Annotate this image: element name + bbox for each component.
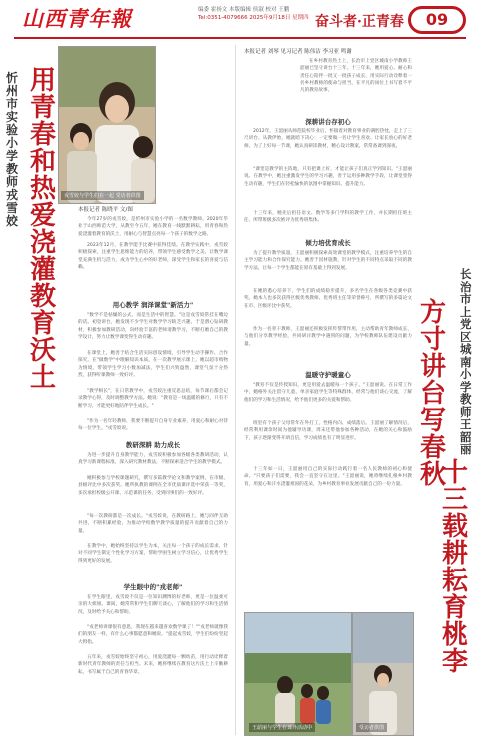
column-title: 奋斗者·正青春 (315, 14, 404, 30)
right-article-title-line2: 十三载耕耘育桃李 (442, 458, 469, 677)
left-byline: 本报记者 陈晓平 文/图 (78, 207, 133, 213)
right-s1-p2: "课堂是教学的主阵地，只有把课上好，才能让孩子们真正学到知识。"王韶丽说。在教学中，她注重激发学生的学习兴趣，善于运用多种教学手段，让课堂变得生动有趣，学生们在轻松愉快的氛围中掌握知识、提升能力。 (244, 167, 412, 187)
right-s2-p3: 作为一名骨干教师，王韶丽还积极发挥传帮带作用，主动帮助青年教师成长，与他们分享教学经验，共同研讨教学中遇到的问题，为学校教师队伍建设贡献力量。 (244, 327, 412, 347)
page-number: 09 (408, 6, 466, 34)
right-photo-1-caption: 王韶丽与学生在课外活动中 (249, 723, 315, 732)
left-s1-p1: "数学不是枯燥的公式，而是生活中的智慧。"这是戎雪姣常挂在嘴边的话。初登讲台，她发现不少学生对数学学习缺乏兴趣，于是潜心钻研教材，积极参加教研活动，向经验丰富的老师请教学习，不断打磨自己的教学设计，努力让数学课变得生动有趣。 (78, 313, 228, 340)
column-divider (235, 45, 236, 735)
left-s2-p1: 为进一步提升自身教学能力，戎雪姣积极参加各级各类教研活动，认真学习新课程标准，深入研究教材教法，不断探索适合学生的教学模式。 (78, 453, 228, 466)
newspaper-logo: 山西青年報 (22, 6, 132, 31)
page-header (0, 0, 480, 40)
left-s2-p4: 在教学中，她始终坚持以学生为本，关注每一个孩子的成长需求，针对不同学生制定个性化学习方案，帮助学困生树立学习信心，让优秀学生得到更好的发展。 (78, 544, 228, 564)
left-intro-2: 2023年12月，在教学能手比赛中获得佳绩。在教学实践中，戎雪姣积极探索，注重学生思维能力的培养，带领学生感受数学之美，让数学课堂充满生机与活力，成为学生心中的好老师，深受学生和家长的喜爱与信赖。 (78, 243, 228, 270)
right-s2-p1: 为了提升教学质量，王韶丽积极探索高效课堂的教学模式，注重培养学生的自主学习能力和合作探究能力。她善于因材施教，针对学生的不同特点采取不同的教学方法，让每一个学生都能在原有基础上得到发展。 (244, 251, 412, 271)
right-article-subtitle: 长治市上党区城南小学教师王韶丽 (460, 267, 472, 456)
right-s3-p2: 班里有个孩子父母常年在外打工，性格内向、成绩落后。王韶丽了解情况后，经常利用课余时间为他辅导功课，周末还带他参加各种活动，在她的关心和鼓励下，孩子逐渐变得开朗自信，学习成绩也有了明显进步。 (244, 421, 412, 441)
left-section-2-heading: 教研深耕 助力成长 (125, 441, 181, 449)
left-section-1-heading: 用心教学 润泽课堂"新活力" (112, 301, 194, 309)
right-section-2-heading: 倾力培优育成长 (305, 239, 351, 247)
right-s1-p3: 十三年来，她先后担任语文、数学等多门学科的教学工作，并长期担任班主任，所带班级多次被评为优秀班集体。 (244, 211, 412, 224)
left-article-subtitle: 忻州市实验小学教师戎雪姣 (6, 71, 19, 228)
right-photo-2 (352, 612, 414, 736)
right-s3-p3: 十三年如一日，王韶丽用自己的实际行动践行着一名人民教师的初心和使命。"只要孩子们需要，我会一直坚守在这里。"王韶丽说，她将继续扎根乡村教育，用爱心和汗水浇灌祖国的花朵，为乡村教育事业发展贡献自己的一份力量。 (244, 467, 412, 487)
left-s1-p4: "作为一名年轻教师，我要不断提升自身专业素养，用爱心和耐心对待每一位学生。"戎雪姣说。 (78, 419, 228, 432)
left-s3-p3: 五年来，戎雪姣始终坚守初心，用爱浇灌每一颗幼苗，用行动诠释着新时代青年教师的责任与担当。未来，她将继续在教育这片沃土上辛勤耕耘，书写属于自己的青春华章。 (78, 655, 228, 675)
left-s3-p2: "戎老师讲课很有意思，我现在越来越喜欢数学课了！""戎老师就像我们的朋友一样，有什么心事都愿意和她说。"提起戎雪姣，学生们纷纷竖起大拇指。 (78, 625, 228, 645)
left-s3-p1: 在学生眼里，戎雪姣不仅是一位知识渊博的好老师，更是一位温柔可亲的大姐姐。课间，她常常和学生们聊天谈心，了解他们的学习和生活情况，及时给予关心和帮助。 (78, 595, 228, 615)
right-s2-p2: 在她的悉心培养下，学生们的成绩稳步提升，多名学生在各级各类竞赛中获奖。她本人也多次获得区级优秀教师、优秀班主任等荣誉称号，所撰写的多篇论文在市、区级评比中获奖。 (244, 289, 412, 309)
right-photo-2-caption: 受访者供图 (356, 723, 387, 732)
header-info (198, 6, 309, 22)
left-section-3-heading: 学生眼中的"戎老师" (123, 583, 183, 591)
left-article-photo (58, 46, 156, 204)
left-intro-1: 今年27岁的戎雪姣，是忻州市实验小学的一名数学教师。2020年毕业于山西师范大学，从教至今五年，她在教育一线默默耕耘，用青春和热爱浇灌着教育的沃土，用耐心与智慧点亮每一个孩子的数学之路。 (78, 217, 228, 237)
left-s2-p3: "每一次教研都是一次成长。"戎雪姣说，在教研路上，她与同伴互助共进，不断积累经验，为推动学校数学教学质量的提升贡献着自己的力量。 (78, 514, 228, 534)
left-photo-caption: 戎雪姣与学生们在一起 受访者供图 (61, 191, 144, 200)
left-s2-p2: 她积极参与学校课题研究，撰写多篇教学论文和教学案例，在市级、县级评比中多次获奖。她所执教的课例在全市优质课评选中荣获一等奖，多次承担校级公开课、示范课的任务，受到同事们的一致好评。 (78, 476, 228, 496)
right-s1-p1: 2012年，王韶丽从师范院校毕业后，怀揣着对教育事业的满腔热忱，走上了三尺讲台。从教伊始，她就暗下决心：一定要做一名让学生喜欢、让家长放心的好老师。为了上好每一节课，她认真研读教材，精心设计教案，常常备课到深夜。 (244, 129, 412, 149)
right-photo-1 (244, 612, 352, 736)
left-s1-p3: "教学相长"，在日常教学中，戎雪姣注重反思总结，每节课后都会记录教学心得，及时调整教学方法。她说："教育是一场温暖的修行，只有不断学习，才能更好地陪伴学生成长。" (78, 389, 228, 409)
right-section-3-heading: 温暖守护暖童心 (305, 371, 351, 379)
header-divider (14, 37, 466, 39)
header-editors: 编委 霍扬文 本版编辑 侯淑 校对 王鹏 (198, 7, 290, 13)
header-date: Tel:0351-4079666 2025年9月18日 星期四 (198, 15, 309, 21)
left-article-title: 用青春和热爱浇灌教育沃土 (30, 66, 57, 393)
left-s1-p2: 在课堂上，她善于结合生活实际创设情境，引导学生动手操作、合作探究，在"做数学"中理解知识本质。在一次教学展示课上，她以超市购物为情境，带领学生学习小数加减法，学生们兴致盎然，课堂气氛十分热烈，获得听课教师一致好评。 (78, 351, 228, 378)
right-s3-p1: "教育不仅是传授知识，更是用爱去温暖每一个孩子。"王韶丽说。在日常工作中，她格外关注留守儿童、单亲家庭学生等特殊群体，经常与他们谈心交流，了解他们的学习和生活情况，给予他们更多的关爱和帮助。 (244, 383, 412, 403)
right-byline: 本报记者 刘琴 见习记者 陈伟洁 李习亚 鸣谢 (244, 49, 352, 55)
right-article-title-line1: 方寸讲台写春秋 (420, 298, 447, 490)
right-intro: 在乡村教育热土上，长治市上党区城南小学教师王韶丽已坚守讲台十三年。十三年来，她用爱心、耐心和责任心陪伴一批又一批孩子成长，用实际行动诠释着一名乡村教师的使命与担当，在平凡的岗位上书写着不平凡的教育故事。 (300, 59, 412, 94)
right-section-1-heading: 深耕讲台存初心 (305, 118, 351, 126)
